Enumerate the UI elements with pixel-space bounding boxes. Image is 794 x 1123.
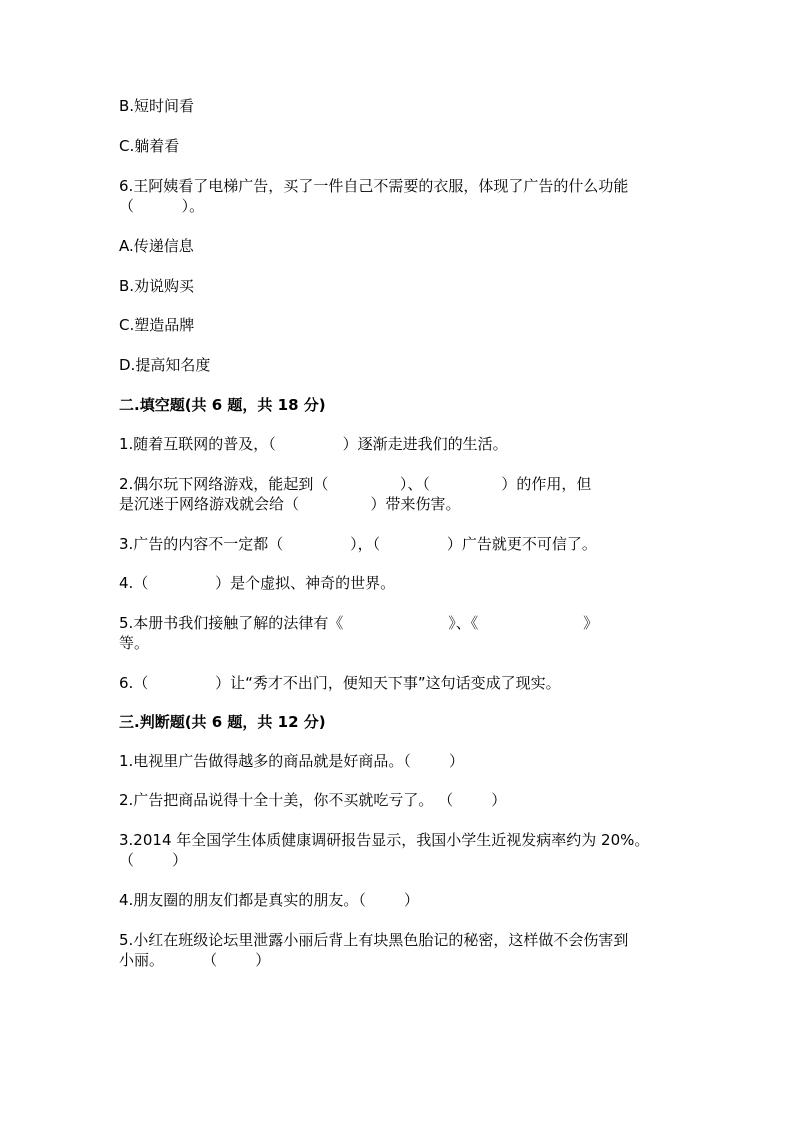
section-heading-fill-blank: 二.填空题(共 6 题，共 18 分) — [119, 396, 326, 414]
question-6-blank: （ ）。 — [119, 197, 205, 215]
judge-question-5-line-2: 小丽。 （ ） — [119, 951, 271, 969]
fill-question-2-line-1: 2.偶尔玩下网络游戏，能起到（ ）、（ ）的作用，但 — [119, 475, 592, 493]
fill-question-1: 1.随着互联网的普及，（ ）逐渐走进我们的生活。 — [119, 435, 508, 453]
option-6b-continued: B.短时间看 — [119, 97, 195, 115]
judge-question-4: 4.朋友圈的朋友们都是真实的朋友。（ ） — [119, 891, 419, 909]
fill-question-5-line-2: 等。 — [119, 634, 150, 652]
judge-question-5-line-1: 5.小红在班级论坛里泄露小丽后背上有块黑色胎记的秘密，这样做不会伤害到 — [119, 931, 629, 949]
judge-question-1: 1.电视里广告做得越多的商品就是好商品。（ ） — [119, 752, 464, 770]
section-heading-judgement: 三.判断题(共 6 题，共 12 分) — [119, 713, 326, 731]
judge-question-3-line-1: 3.2014 年全国学生体质健康调研报告显示，我国小学生近视发病率约为 20%。 — [119, 831, 650, 849]
fill-question-2-line-2: 是沉迷于网络游戏就会给（ ）带来伤害。 — [119, 495, 461, 513]
fill-question-5-line-1: 5.本册书我们接触了解的法律有《 》、《 》 — [119, 614, 599, 632]
question-6-text: 6.王阿姨看了电梯广告，买了一件自己不需要的衣服，体现了广告的什么功能 — [119, 177, 629, 195]
fill-question-4: 4.（ ）是个虚拟、神奇的世界。 — [119, 574, 396, 592]
question-6-option-b: B.劝说购买 — [119, 277, 195, 295]
question-6-option-d: D.提高知名度 — [119, 356, 211, 374]
question-6-option-a: A.传递信息 — [119, 237, 194, 255]
judge-question-3-line-2: （ ） — [119, 851, 188, 869]
option-6c-continued: C.躺着看 — [119, 137, 180, 155]
judge-question-2: 2.广告把商品说得十全十美，你不买就吃亏了。 （ ） — [119, 791, 507, 809]
fill-question-3: 3.广告的内容不一定都（ ），（ ）广告就更不可信了。 — [119, 535, 597, 553]
question-6-option-c: C.塑造品牌 — [119, 316, 195, 334]
fill-question-6: 6.（ ）让“秀才不出门，便知天下事”这句话变成了现实。 — [119, 674, 561, 692]
